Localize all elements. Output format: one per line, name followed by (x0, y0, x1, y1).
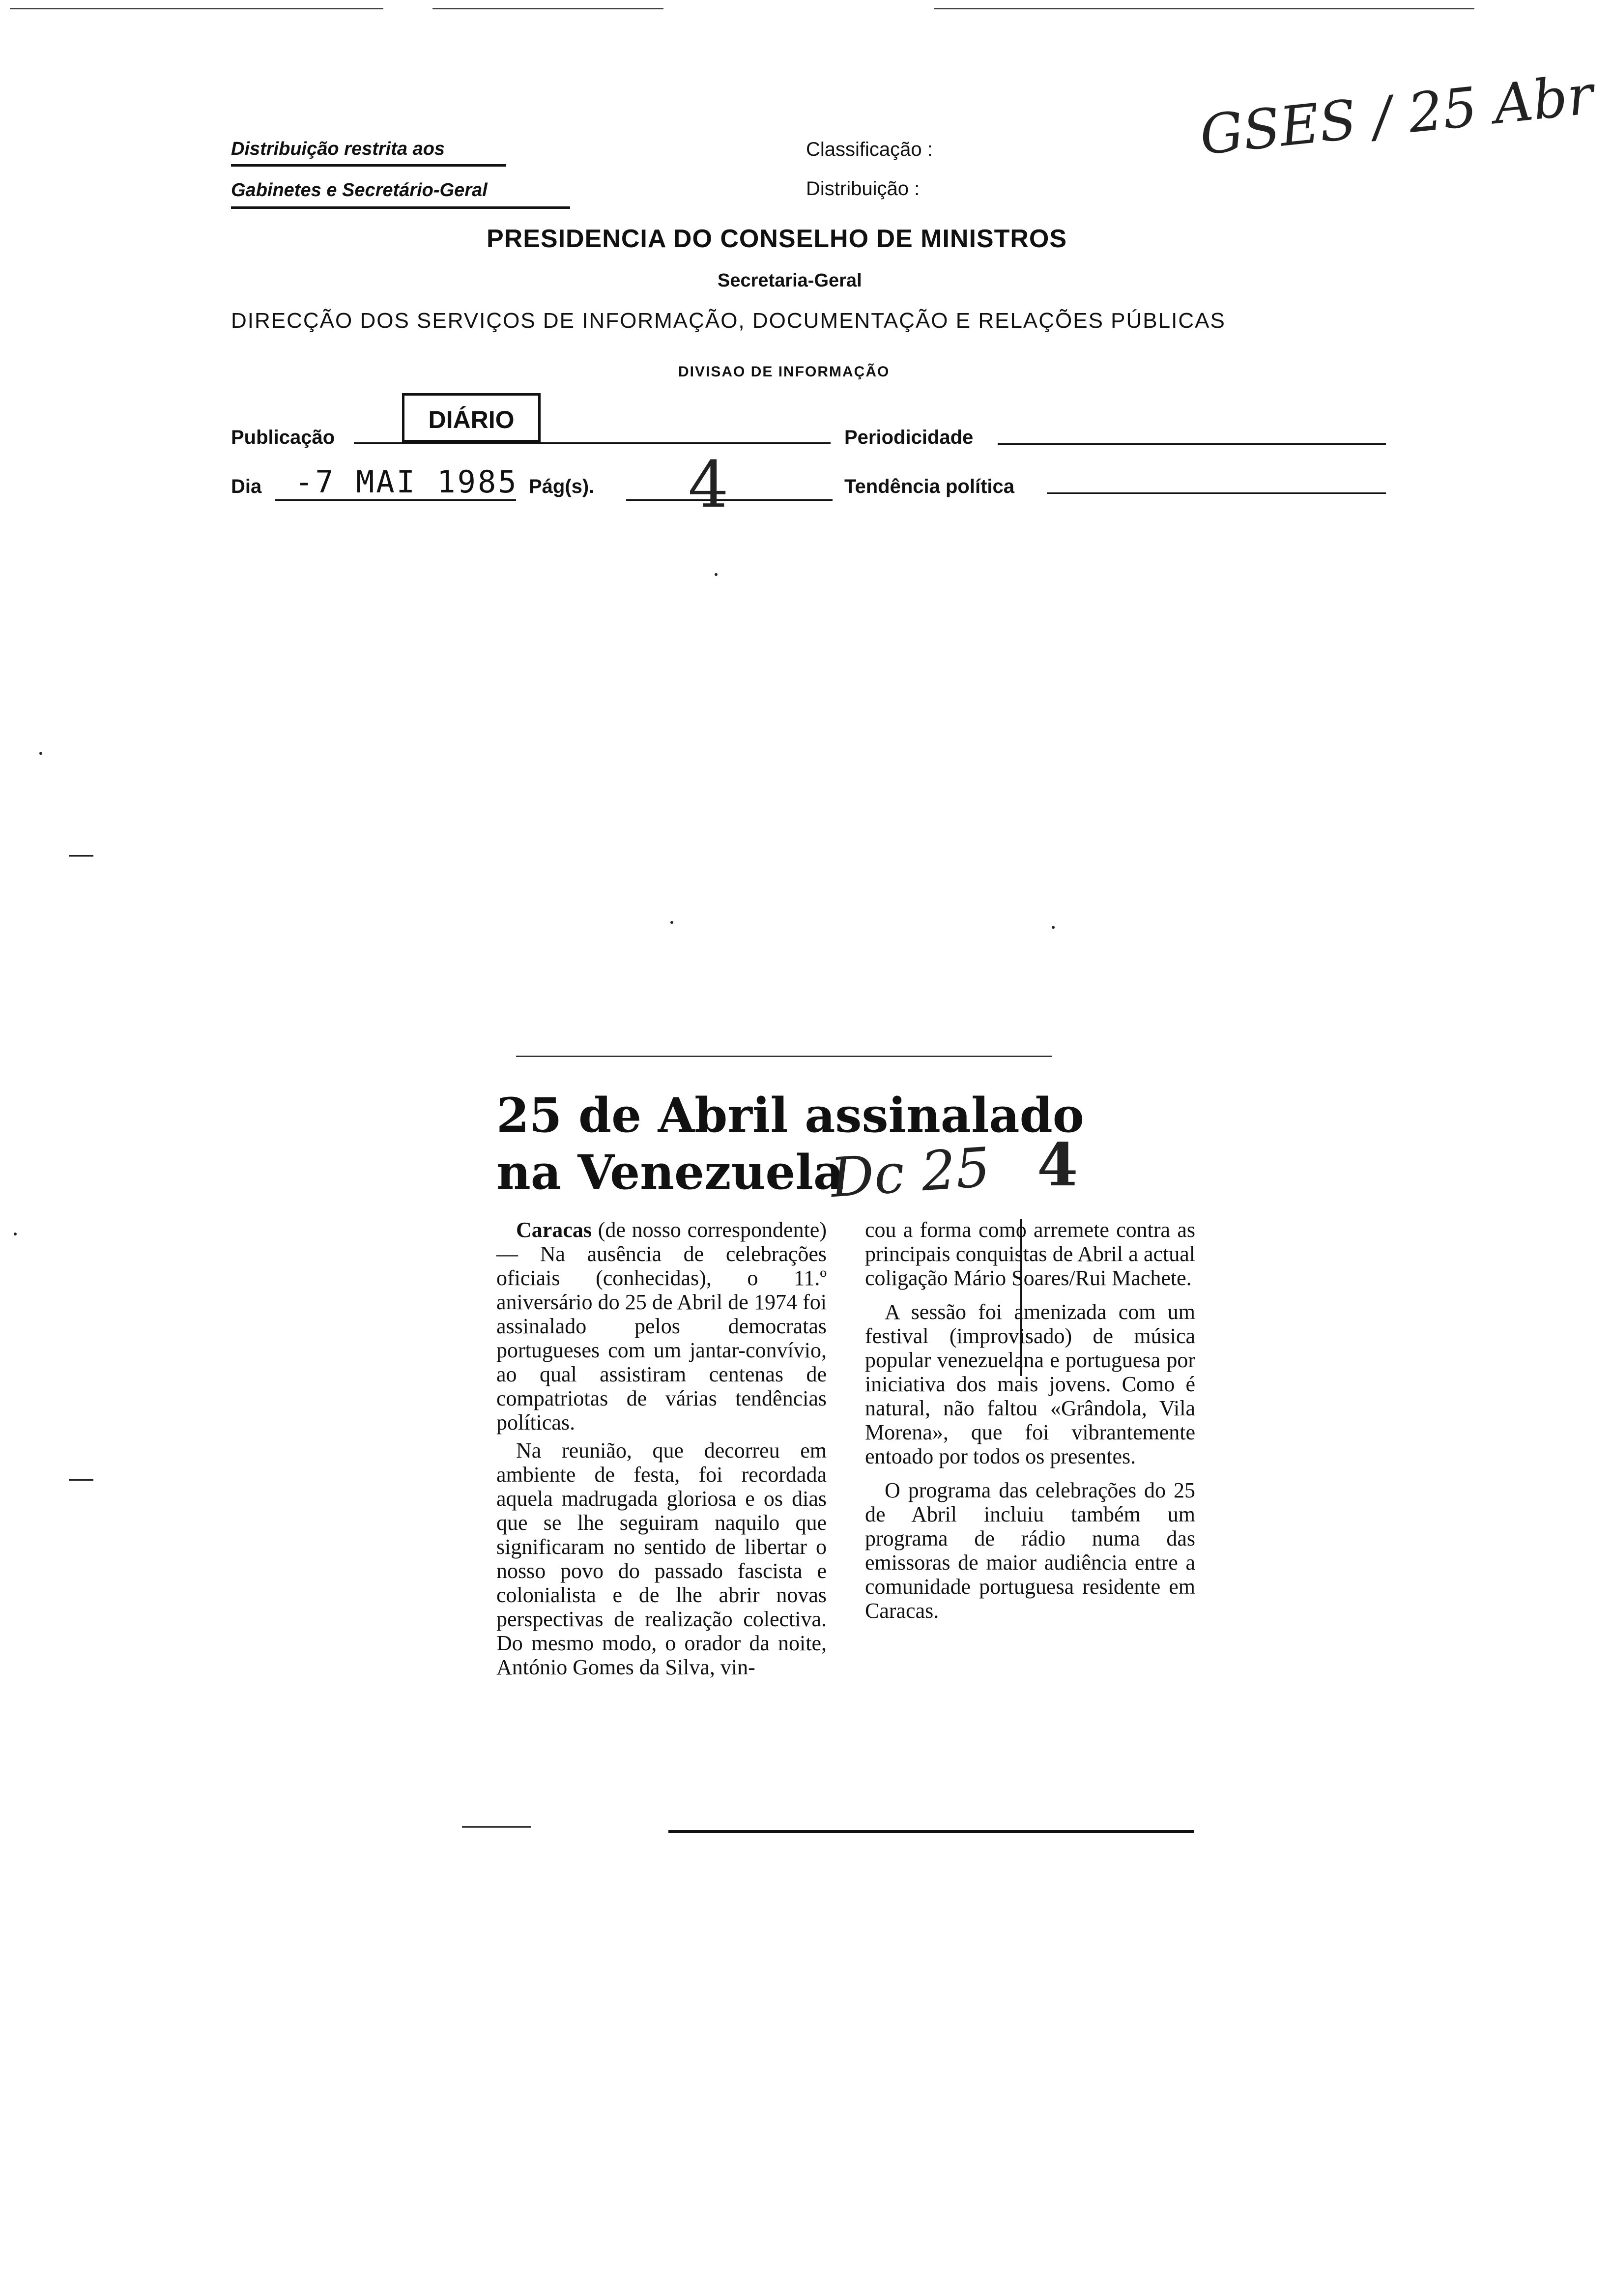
restriction-line-2: Gabinetes e Secretário-Geral (231, 180, 488, 201)
top-edge-rule-right (934, 8, 1474, 9)
distribuicao-label: Distribuição : (806, 178, 920, 200)
restriction-underline-1 (231, 164, 506, 167)
article-paragraph (865, 1300, 1195, 1468)
tendencia-line (1047, 492, 1386, 494)
speck (1052, 926, 1055, 929)
paragraph-text: A sessão foi amenizada com um festival (improvisado) de música popular venezuelana e portuguesa por iniciativa dos mais jovens. Como é natural, não faltou «Grândola, Vila Morena», que foi vibrantemente entoado por todos os presentes. (865, 1300, 1195, 1468)
speck (670, 921, 673, 924)
periodicidade-label: Periodicidade (844, 427, 974, 448)
speck (715, 573, 718, 576)
dia-value: -7 MAI 1985 (295, 464, 518, 500)
article-paragraph (865, 1218, 1195, 1290)
article-column-2 (865, 1218, 1195, 1627)
margin-mark (69, 855, 93, 857)
publicacao-stamp (402, 393, 541, 442)
speck (14, 1233, 17, 1235)
publicacao-value: DIÁRIO (428, 406, 515, 433)
dateline: Caracas (516, 1218, 592, 1242)
department-title: DIRECÇÃO DOS SERVIÇOS DE INFORMAÇÃO, DOCUMENTAÇÃO E RELAÇÕES PÚBLICAS (231, 309, 1226, 333)
article-paragraph (865, 1478, 1195, 1623)
org-subtitle: Secretaria-Geral (718, 270, 862, 291)
article-bottom-rule-left (462, 1826, 531, 1828)
article-paragraph (496, 1218, 827, 1435)
periodicidade-line (998, 443, 1386, 445)
top-edge-rule-mid (432, 8, 663, 9)
speck (39, 752, 42, 755)
article-paragraph (496, 1438, 827, 1679)
org-title: PRESIDENCIA DO CONSELHO DE MINISTROS (487, 225, 1067, 253)
pags-line (626, 499, 833, 501)
article-bottom-rule (668, 1830, 1194, 1833)
pags-value: 4 (688, 447, 729, 522)
article-top-rule (516, 1056, 1052, 1057)
classificacao-label: Classificação : (806, 139, 933, 160)
division-title: DIVISAO DE INFORMAÇÃO (678, 364, 890, 380)
top-edge-rule-left (10, 8, 383, 9)
handwritten-headline-note: Dc 25 (828, 1135, 992, 1210)
article-column-1 (496, 1218, 827, 1683)
tendencia-label: Tendência política (844, 476, 1014, 497)
paragraph-text: Na reunião, que decorreu em ambiente de festa, foi recordada aquela madrugada gloriosa e os dias que se lhe seguiram naquilo que significaram no sentido de libertar o nosso povo do passado fascista e colonialista e de lhe abrir novas perspectivas de realização colectiva. Do mesmo modo, o orador da noite, António Gomes da Silva, vin- (496, 1438, 827, 1679)
publicacao-label: Publicação (231, 427, 335, 448)
paragraph-text: cou a forma como arremete contra as principais conquistas de Abril a actual coligação Mário Soares/Rui Machete. (865, 1218, 1195, 1290)
restriction-line-1: Distribuição restrita aos (231, 139, 445, 159)
article-headline-line-1: 25 de Abril assinalado (496, 1088, 1084, 1143)
publicacao-line (354, 442, 831, 444)
article-headline-line-2: na Venezuela (496, 1145, 844, 1200)
paragraph-text: (de nosso correspondente) — Na ausência de celebrações oficiais (conhecidas), o 11.º aniversário do 25 de Abril de 1974 foi assinalado pelos democratas portugueses com um jantar-convívio, ao qual assistiram centenas de compatriotas de várias tendências políticas. (496, 1218, 827, 1435)
dia-label: Dia (231, 476, 262, 497)
pags-label: Pág(s). (529, 476, 595, 497)
handwritten-headline-page: 4 (1037, 1130, 1078, 1200)
margin-mark (69, 1479, 93, 1481)
restriction-underline-2 (231, 206, 570, 209)
handwritten-reference: GSES / 25 Abr (1197, 63, 1596, 167)
paragraph-text: O programa das celebrações do 25 de Abril incluiu também um programa de rádio numa das emissoras de maior audiência entre a comunidade portuguesa residente em Caracas. (865, 1478, 1195, 1623)
